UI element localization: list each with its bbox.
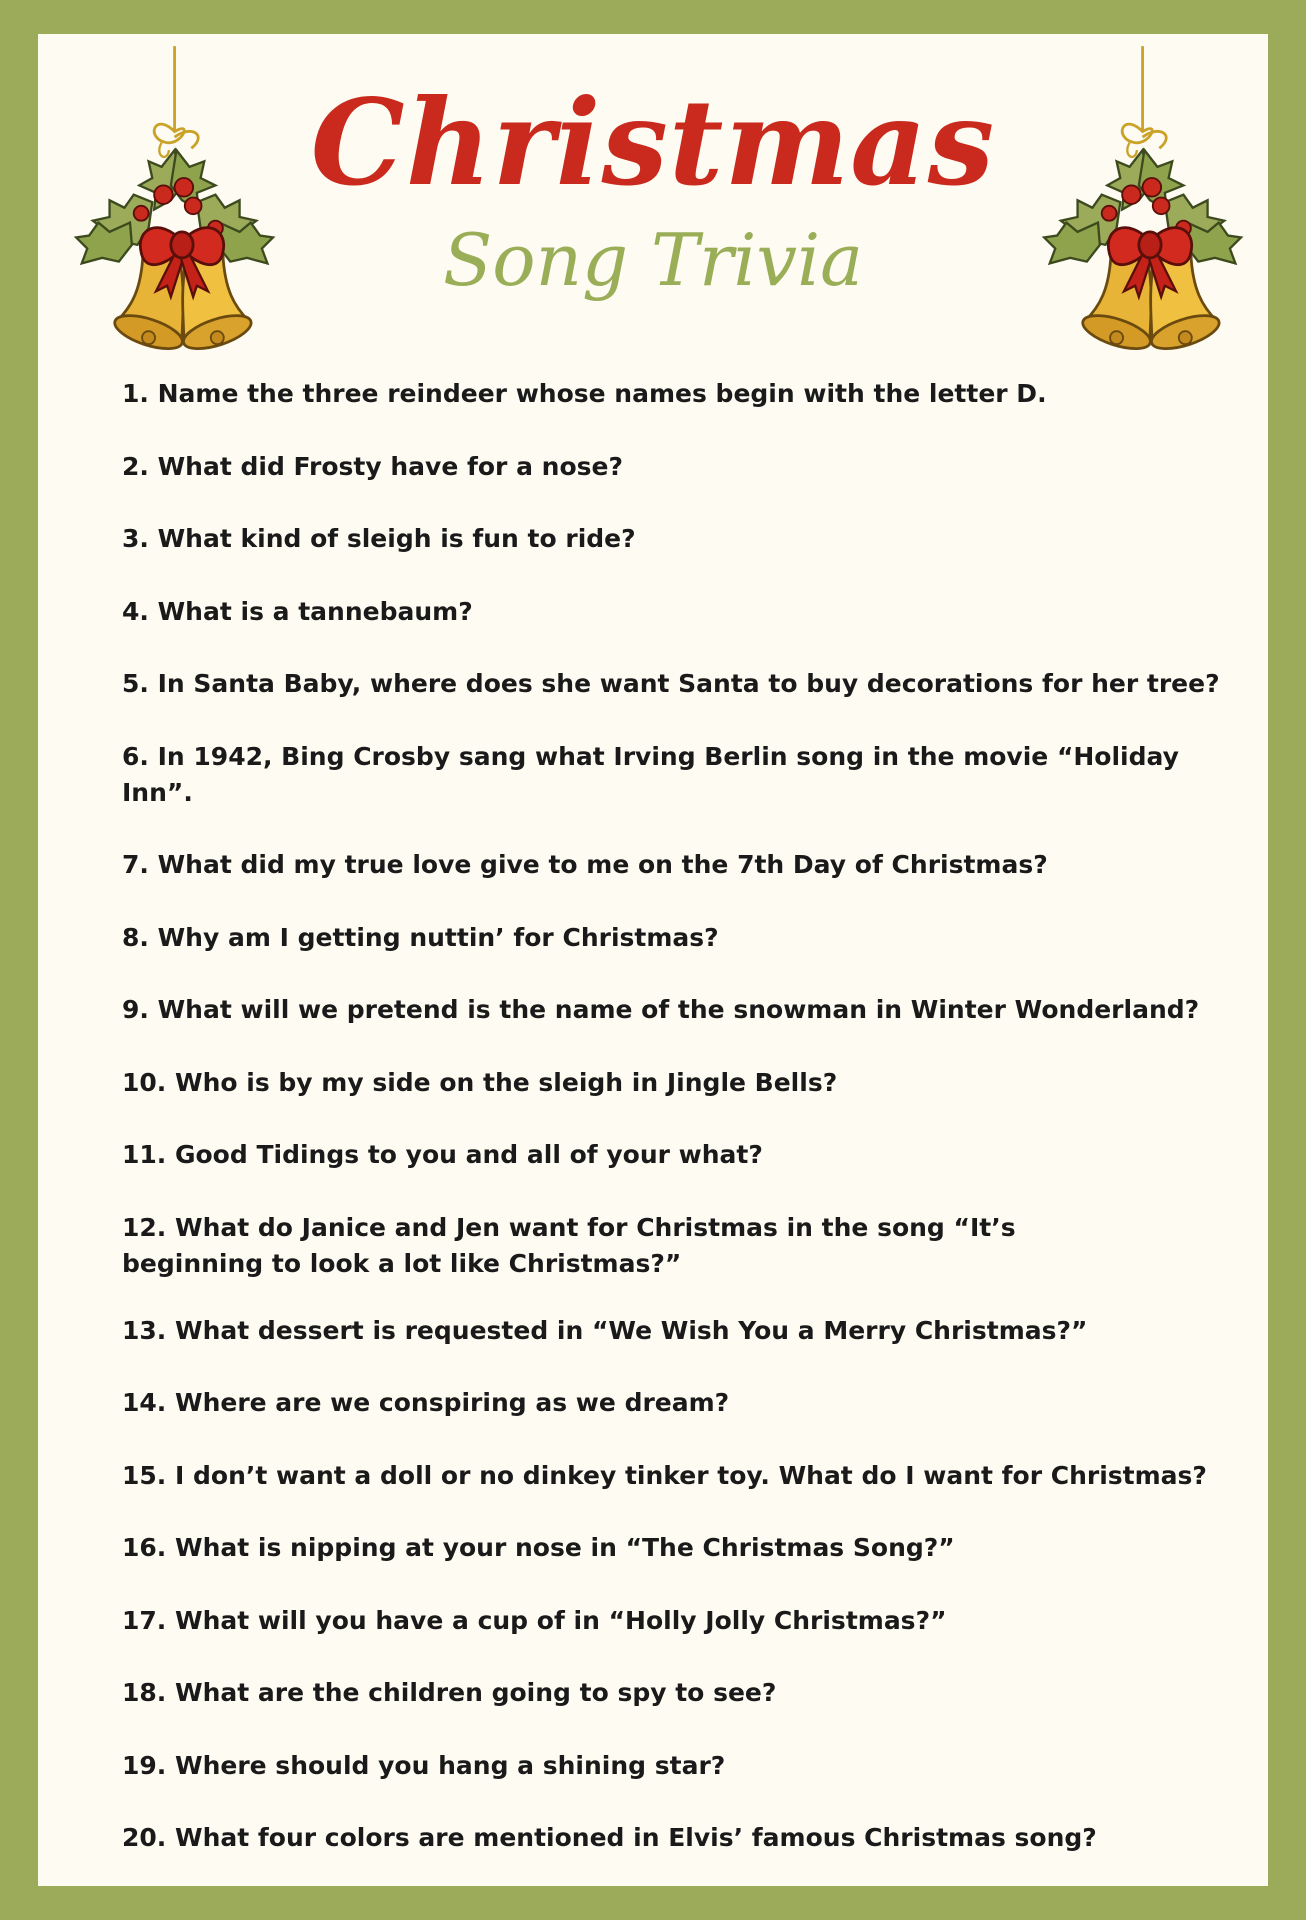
question-list [122,376,1242,1893]
question-item: 14. Where are we conspiring as we dream? [122,1388,730,1417]
page-frame [38,34,1268,1886]
page-title: Christmas [310,73,996,212]
question-item: 16. What is nipping at your nose in “The Christmas Song?” [122,1533,955,1562]
question-item: 20. What four colors are mentioned in Elvis’ famous Christmas song? [122,1823,1097,1852]
question-item: 11. Good Tidings to you and all of your what? [122,1140,763,1169]
question-item: 1. Name the three reindeer whose names begin with the letter D. [122,379,1047,408]
page-subtitle: Song Trivia [442,218,864,302]
question-item: 8. Why am I getting nuttin’ for Christmas? [122,922,719,952]
question-item: 12. What do Janice and Jen want for Christmas in the song “It’s beginning to look a lot like Christmas?” [122,1212,1016,1278]
question-item: 9. What will we pretend is the name of the snowman in Winter Wonderland? [122,995,1200,1024]
question-item: 7. What did my true love give to me on the 7th Day of Christmas? [122,850,1048,879]
question-item: 5. In Santa Baby, where does she want Santa to buy decorations for her tree? [122,669,1220,698]
question-item: 13. What dessert is requested in “We Wish You a Merry Christmas?” [122,1315,1088,1345]
question-item: 10. Who is by my side on the sleigh in Jingle Bells? [122,1067,838,1097]
question-item: 4. What is a tannebaum? [122,596,473,626]
question-item: 6. In 1942, Bing Crosby sang what Irving Berlin song in the movie “Holiday Inn”. [122,741,1179,807]
question-item: 2. What did Frosty have for a nose? [122,451,623,481]
question-item: 18. What are the children going to spy to see? [122,1678,777,1707]
question-item: 15. I don’t want a doll or no dinkey tinker toy. What do I want for Christmas? [122,1460,1207,1490]
question-item: 19. Where should you hang a shining star? [122,1750,726,1780]
question-item: 17. What will you have a cup of in “Holly Jolly Christmas?” [122,1605,947,1635]
question-item: 3. What kind of sleigh is fun to ride? [122,524,636,553]
